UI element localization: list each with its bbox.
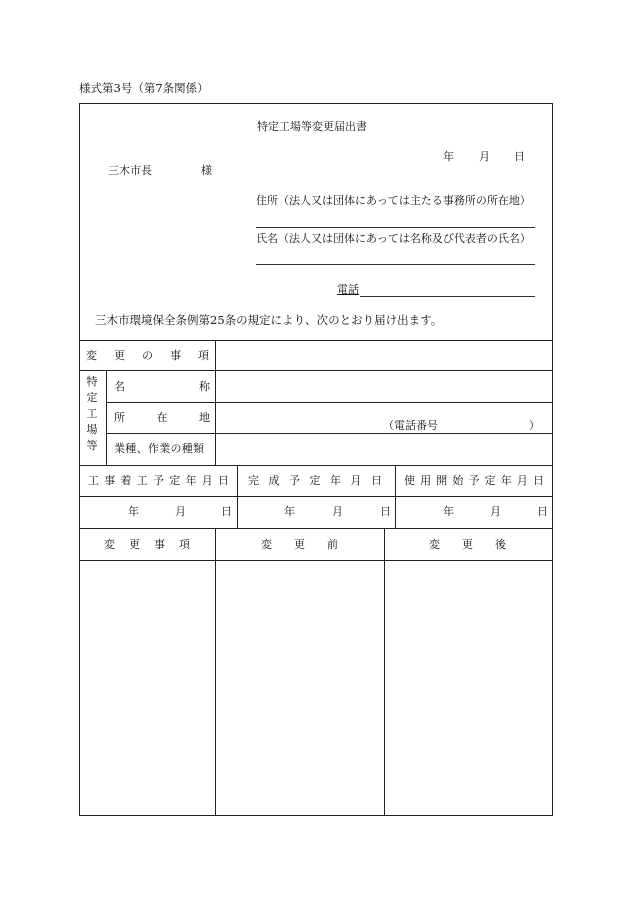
label-char: 着	[120, 474, 132, 487]
label-char: 後	[495, 538, 506, 551]
label-char: 事	[170, 349, 181, 362]
row-line-4	[79, 465, 553, 466]
completion-year: 年	[284, 505, 295, 518]
label-char: 前	[327, 538, 338, 551]
row-line-6	[79, 528, 553, 529]
label-char: 予	[153, 474, 164, 487]
label-char: 定	[86, 391, 98, 404]
label-char: 変	[86, 349, 97, 362]
row-line-7	[79, 560, 553, 561]
label-char: の	[142, 349, 153, 362]
label-char: 場	[86, 423, 98, 436]
phone-number-close: ）	[529, 419, 540, 432]
row-line-1	[79, 370, 553, 371]
phone-number-label: （電話番号	[383, 419, 438, 432]
label-char: 地	[199, 411, 210, 424]
use-start-year: 年	[443, 505, 454, 518]
form-frame	[79, 103, 553, 816]
detail-after-header	[429, 538, 506, 551]
row-line-5	[79, 496, 553, 497]
business-field-label: 業種、作業の種類	[114, 442, 205, 455]
name-field-label	[114, 380, 210, 393]
construction-month: 月	[175, 505, 186, 518]
date-day: 日	[514, 150, 525, 163]
change-items-label	[86, 349, 209, 362]
name-label: 氏名（法人又は団体にあっては名称及び代表者の氏名）	[256, 232, 531, 245]
label-char: 完	[248, 474, 259, 487]
label-char: 月	[350, 474, 362, 487]
address-label: 住所（法人又は団体にあっては主たる事務所の所在地）	[256, 194, 531, 207]
label-char: 変	[104, 538, 115, 551]
label-char: 工	[136, 474, 148, 487]
label-char: 予	[468, 474, 480, 487]
label-char: 年	[330, 474, 341, 487]
table-top-line	[79, 340, 553, 341]
detail-item-header	[104, 538, 190, 551]
form-number: 様式第3号（第7条関係）	[79, 81, 209, 95]
label-char: 年	[500, 474, 512, 487]
label-char: 所	[114, 411, 125, 424]
label-char: 称	[199, 380, 210, 393]
label-char: 更	[462, 538, 473, 551]
label-char: 特	[86, 375, 98, 388]
date-year: 年	[443, 150, 454, 163]
label-char: 日	[371, 474, 382, 487]
label-char: 項	[179, 538, 190, 551]
label-char: 月	[201, 474, 213, 487]
construction-start-label	[88, 474, 229, 487]
completion-label	[248, 474, 382, 487]
label-char: 工	[88, 474, 99, 487]
label-char: 事	[154, 538, 165, 551]
detail-col-line-2	[384, 528, 385, 816]
name-underline	[256, 264, 535, 265]
phone-underline	[360, 296, 535, 297]
label-char: 在	[156, 411, 168, 424]
label-char: 更	[129, 538, 140, 551]
row-line-3	[106, 433, 553, 434]
completion-month: 月	[332, 505, 343, 518]
date-col-line-1	[237, 465, 238, 528]
label-col-line	[215, 340, 216, 465]
label-char: 予	[289, 474, 300, 487]
label-char: 定	[484, 474, 496, 487]
label-char: 成	[268, 474, 280, 487]
use-start-month: 月	[490, 505, 501, 518]
label-char: 等	[86, 439, 98, 452]
label-char: 開	[436, 474, 448, 487]
label-char: 変	[429, 538, 440, 551]
use-start-label	[404, 474, 544, 487]
label-char: 年	[185, 474, 197, 487]
detail-before-header	[261, 538, 338, 551]
addressee-name: 三木市長	[108, 164, 152, 177]
label-char: 工	[86, 407, 98, 420]
group-col-line	[106, 370, 107, 465]
statement: 三木市環境保全条例第25条の規定により、次のとおり届け出ます。	[95, 313, 443, 327]
date-col-line-2	[395, 465, 396, 528]
row-line-2	[106, 402, 553, 403]
construction-year: 年	[128, 505, 139, 518]
label-char: 用	[420, 474, 432, 487]
label-char: 定	[309, 474, 321, 487]
completion-day: 日	[380, 505, 391, 518]
label-char: 名	[114, 380, 125, 393]
location-field-label	[114, 411, 210, 424]
phone-label: 電話	[337, 283, 359, 296]
label-char: 定	[169, 474, 181, 487]
label-char: 変	[261, 538, 272, 551]
use-start-day: 日	[537, 505, 548, 518]
label-char: 更	[114, 349, 125, 362]
form-title: 特定工場等変更届出書	[257, 120, 367, 133]
label-char: 項	[198, 349, 209, 362]
label-char: 更	[294, 538, 305, 551]
address-underline	[256, 227, 535, 228]
label-char: 使	[404, 474, 415, 487]
label-char: 日	[533, 474, 544, 487]
label-char: 日	[218, 474, 229, 487]
detail-col-line-1	[215, 528, 216, 816]
construction-day: 日	[221, 505, 232, 518]
addressee-honorific: 様	[201, 164, 212, 177]
factory-group-label	[84, 374, 100, 454]
date-month: 月	[479, 150, 490, 163]
label-char: 事	[104, 474, 116, 487]
label-char: 始	[452, 474, 464, 487]
label-char: 月	[516, 474, 528, 487]
